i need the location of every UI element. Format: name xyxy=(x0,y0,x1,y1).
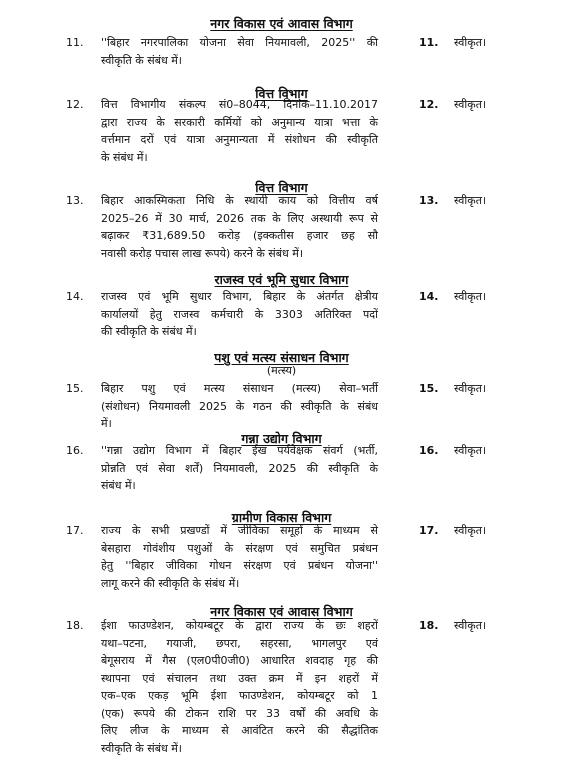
description-line: वर्त्तमान दरों एवं यात्रा अनुमान्यता में संशोधन की स्वीकृति xyxy=(101,133,378,146)
decision-number: 18. xyxy=(419,619,439,632)
description-line: कार्यालयों हेतु राजस्व कर्मचारी के 3303 अतिरिक्त पदों xyxy=(101,307,378,321)
description-line: द्वारा राज्य के सरकारी कर्मियों को अनुमान्य यात्रा भत्ता के xyxy=(101,115,378,129)
item-number: 12. xyxy=(66,98,84,111)
department-heading: पशु एवं मत्स्य संसाधन विभाग xyxy=(214,350,349,365)
item-description xyxy=(101,288,378,341)
item-number: 13. xyxy=(66,194,84,207)
description-line: लिए लीज के माध्यम से आवंटित करने की सैद्धांतिक xyxy=(101,724,378,737)
item-number: 16. xyxy=(66,444,84,457)
decision-number: 11. xyxy=(419,36,439,49)
item-description xyxy=(101,522,378,592)
department-heading: नगर विकास एवं आवास विभाग xyxy=(210,16,353,31)
description-line: में। xyxy=(101,417,112,430)
item-number: 17. xyxy=(66,524,84,537)
description-line: राजस्व एवं भूमि सुधार विभाग, बिहार के अंतर्गत क्षेत्रीय xyxy=(101,290,378,303)
description-line: ''गन्ना उद्योग विभाग में बिहार ईख पर्यवेक्षक संवर्ग (भर्ती, xyxy=(101,444,378,457)
decision-status: स्वीकृत। xyxy=(454,290,487,303)
department-heading: गन्ना उद्योग विभाग xyxy=(241,431,322,446)
description-line: हेतु ''बिहार जीविका गोधन संरक्षण एवं प्रबंधन योजना'' xyxy=(101,559,378,572)
description-line: बिहार पशु एवं मत्स्य संसाधन (मत्स्य) सेवा–भर्ती xyxy=(101,382,378,395)
description-line: की स्वीकृति के संबंध में। xyxy=(101,325,197,338)
item-description xyxy=(101,34,378,69)
decision-status: स्वीकृत। xyxy=(454,444,487,457)
decision-number: 14. xyxy=(419,290,439,303)
decision-number: 16. xyxy=(419,444,439,457)
description-line: स्वीकृति के संबंध में। xyxy=(101,53,182,67)
description-line: लागू करने की स्वीकृति के संबंध में। xyxy=(101,576,240,590)
description-line: (एक) रूपये की टोकन राशि पर 33 वर्षों की अवधि के xyxy=(101,706,378,720)
description-line: के संबंध में। xyxy=(101,150,148,164)
item-description xyxy=(101,96,378,166)
decision-status: स्वीकृत। xyxy=(454,619,487,632)
description-line: प्रोन्नति एवं सेवा शर्तें) नियमावली, 2025 की स्वीकृति के xyxy=(101,461,378,475)
decision-number: 15. xyxy=(419,382,439,395)
description-line: स्थापना एवं संचालन तथा उक्त क्रम में इन शहरों में xyxy=(101,671,378,685)
description-line: यथा–पटना, गयाजी, छपरा, सहरसा, भागलपुर एवं xyxy=(101,636,378,650)
department-heading: वित्त विभाग xyxy=(255,86,308,101)
item-description xyxy=(101,192,378,262)
decision-status: स्वीकृत। xyxy=(454,524,487,537)
department-heading: राजस्व एवं भूमि सुधार विभाग xyxy=(214,272,349,287)
decision-number: 13. xyxy=(419,194,439,207)
item-description xyxy=(101,442,378,495)
department-heading: ग्रामीण विकास विभाग xyxy=(231,510,332,525)
description-line: नवासी करोड़ पचास लाख रूपये) करने के संबंध में। xyxy=(101,246,304,260)
description-line: स्वीकृति के संबंध में। xyxy=(101,741,182,755)
description-line: राज्य के सभी प्रखण्डों में जीविका समूहों के माध्यम से xyxy=(101,524,378,537)
description-line: ''बिहार नगरपालिका योजना सेवा नियमावली, 2025'' की xyxy=(101,36,378,49)
item-description xyxy=(101,617,378,757)
item-number: 11. xyxy=(66,36,84,49)
decision-status: स्वीकृत। xyxy=(454,98,487,111)
department-subheading: (मत्स्य) xyxy=(266,364,297,377)
description-line: एक–एक एकड़ भूमि ईशा फाउण्डेशन, कोयम्बटूर को 1 xyxy=(101,689,378,702)
decision-number: 12. xyxy=(419,98,439,111)
item-number: 15. xyxy=(66,382,84,395)
description-line: 2025–26 में 30 मार्च, 2026 तक के लिए अस्थायी रूप से xyxy=(101,211,378,225)
item-description xyxy=(101,380,378,433)
decision-status: स्वीकृत। xyxy=(454,382,487,395)
item-number: 14. xyxy=(66,290,84,303)
description-line: बढ़ाकर ₹31,689.50 करोड़ (इक्कतीस हजार छह सौ xyxy=(101,229,378,242)
description-line: बिहार आकस्मिकता निधि के स्थायी काय को वित्तीय वर्ष xyxy=(101,194,378,207)
description-line: ईशा फाउण्डेशन, कोयम्बटूर के द्वारा राज्य के छः शहरों xyxy=(101,619,378,632)
description-line: वित्त विभागीय संकल्प सं0–8044, दिनांक–11.10.2017 xyxy=(101,98,378,111)
description-line: बेसहारा गोवंशीय पशुओं के संरक्षण एवं समुचित प्रबंधन xyxy=(101,541,378,555)
department-heading: नगर विकास एवं आवास विभाग xyxy=(210,604,353,619)
department-heading: वित्त विभाग xyxy=(255,180,308,195)
item-number: 18. xyxy=(66,619,84,632)
description-line: (संशोधन) नियमावली 2025 के गठन की स्वीकृति के संबंध xyxy=(101,399,378,413)
description-line: बेगूसराय में गैस (एल0पी0जी0) आधारित शवदाह गृह की xyxy=(101,654,378,667)
decision-status: स्वीकृत। xyxy=(454,36,487,49)
decision-status: स्वीकृत। xyxy=(454,194,487,207)
description-line: संबंध में। xyxy=(101,479,136,492)
decision-number: 17. xyxy=(419,524,439,537)
